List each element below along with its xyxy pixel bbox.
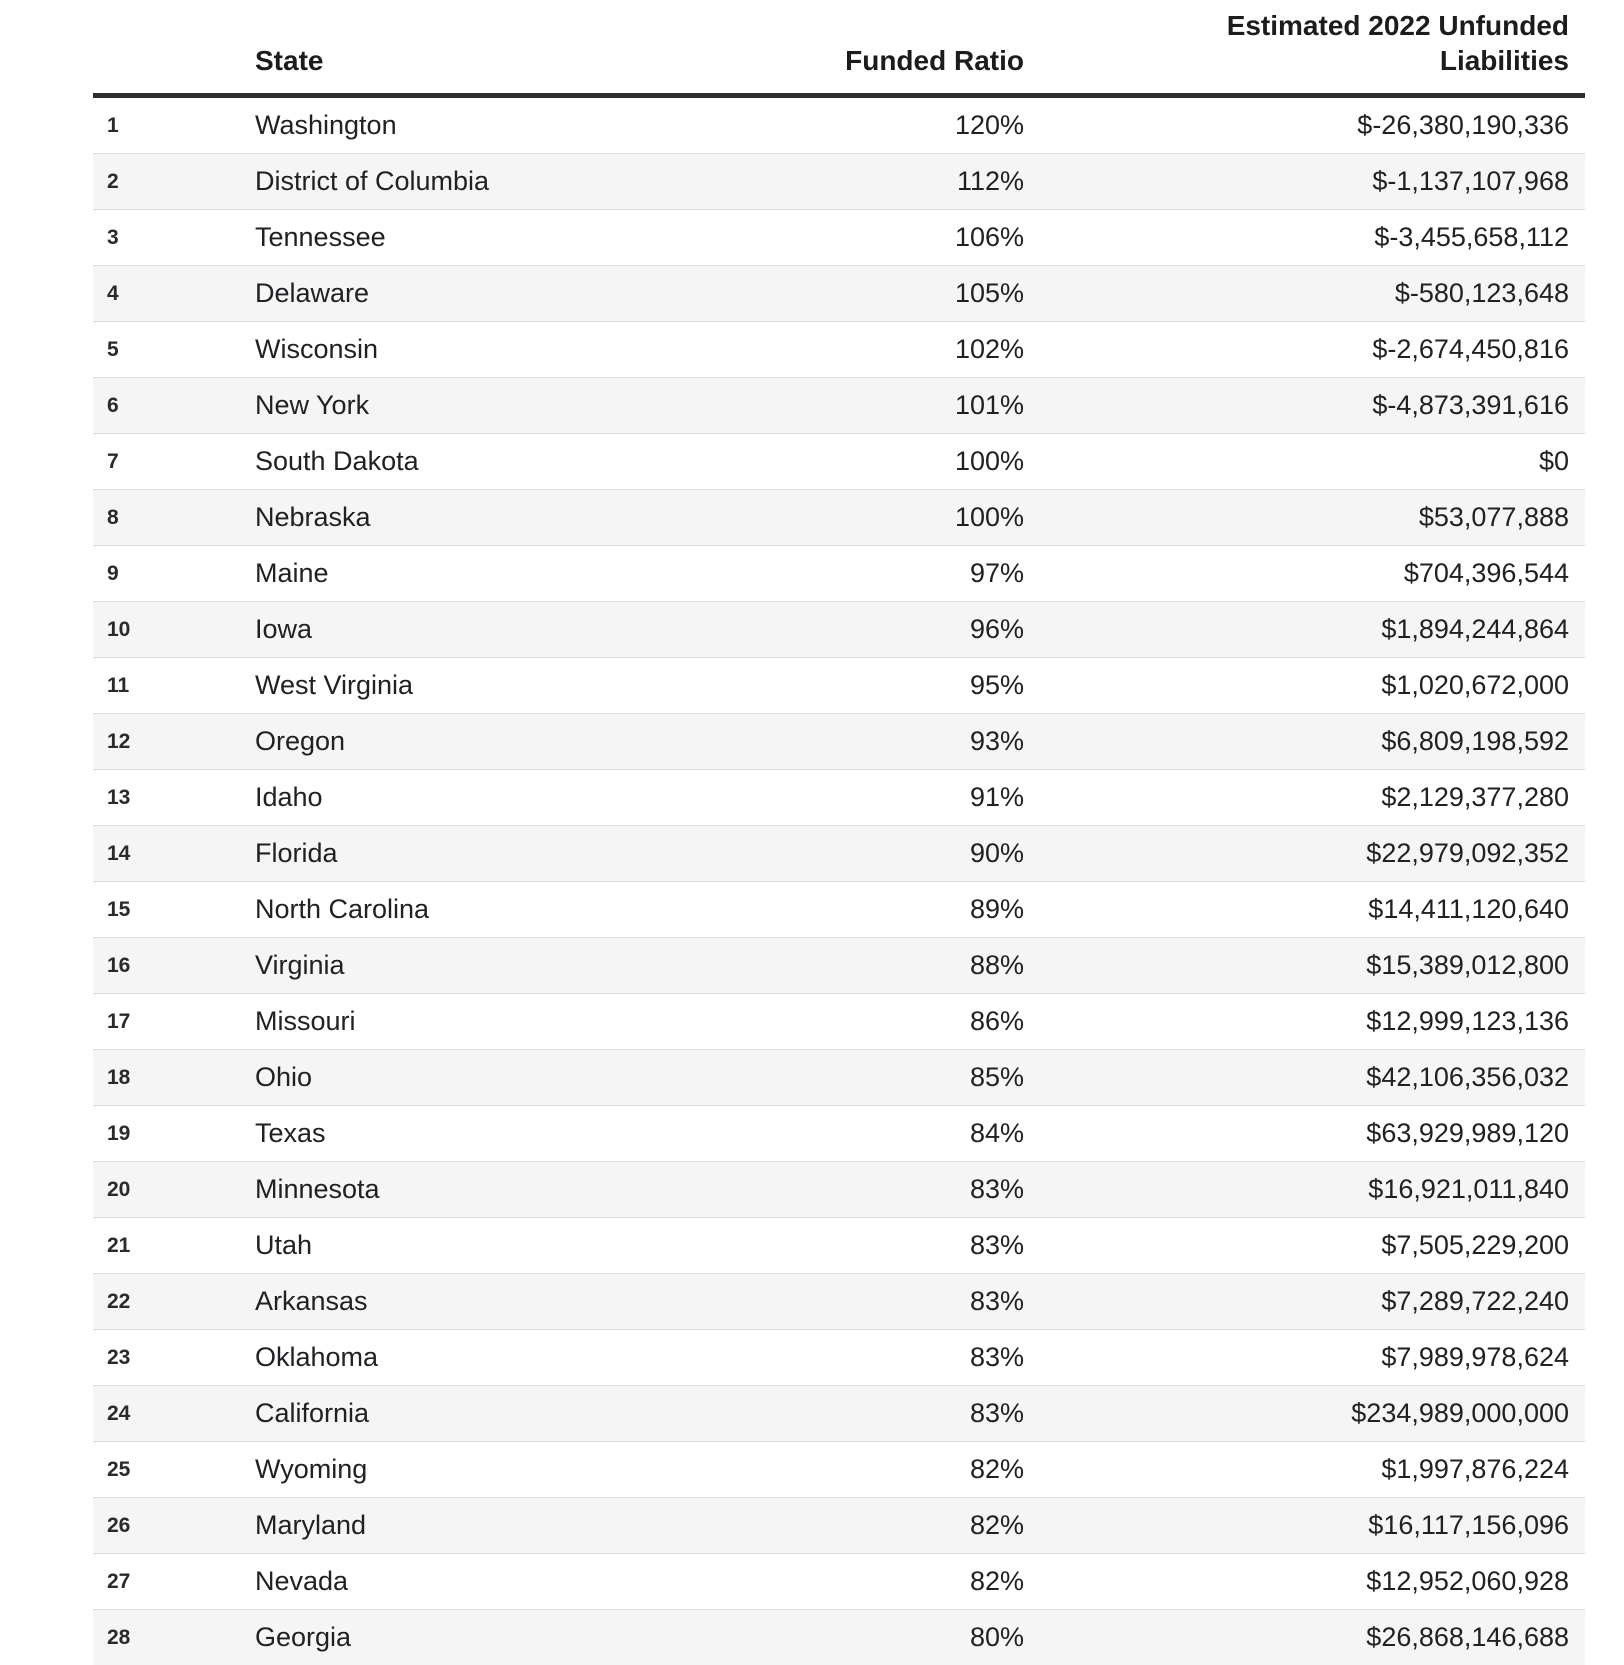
state-cell: District of Columbia (255, 154, 717, 210)
liabilities-cell: $12,999,123,136 (1024, 994, 1585, 1050)
liabilities-cell: $-3,455,658,112 (1024, 210, 1585, 266)
funded-ratio-cell: 100% (717, 490, 1024, 546)
state-cell: Oklahoma (255, 1330, 717, 1386)
table-row (93, 1162, 1585, 1218)
funded-ratio-cell: 106% (717, 210, 1024, 266)
rank-cell: 7 (93, 434, 255, 490)
table-row (93, 1386, 1585, 1442)
funded-ratio-cell: 96% (717, 602, 1024, 658)
state-cell: New York (255, 378, 717, 434)
state-cell: Utah (255, 1218, 717, 1274)
rank-cell: 26 (93, 1498, 255, 1554)
table-row (93, 378, 1585, 434)
column-header-funded-ratio: Funded Ratio (717, 0, 1024, 96)
rank-cell: 27 (93, 1554, 255, 1610)
table-row (93, 882, 1585, 938)
state-cell: Georgia (255, 1610, 717, 1665)
state-cell: North Carolina (255, 882, 717, 938)
funded-ratio-cell: 85% (717, 1050, 1024, 1106)
state-cell: Minnesota (255, 1162, 717, 1218)
rank-cell: 14 (93, 826, 255, 882)
liabilities-cell: $7,289,722,240 (1024, 1274, 1585, 1330)
funded-ratio-cell: 101% (717, 378, 1024, 434)
state-cell: Ohio (255, 1050, 717, 1106)
column-header-rank (93, 0, 255, 96)
state-cell: Tennessee (255, 210, 717, 266)
funded-ratio-cell: 105% (717, 266, 1024, 322)
rank-cell: 12 (93, 714, 255, 770)
rank-cell: 6 (93, 378, 255, 434)
rank-cell: 24 (93, 1386, 255, 1442)
funded-ratio-cell: 82% (717, 1442, 1024, 1498)
funded-ratio-cell: 83% (717, 1274, 1024, 1330)
liabilities-cell: $6,809,198,592 (1024, 714, 1585, 770)
rank-cell: 4 (93, 266, 255, 322)
liabilities-cell: $1,020,672,000 (1024, 658, 1585, 714)
liabilities-cell: $1,894,244,864 (1024, 602, 1585, 658)
liabilities-cell: $22,979,092,352 (1024, 826, 1585, 882)
funded-ratio-cell: 82% (717, 1498, 1024, 1554)
funded-ratio-cell: 83% (717, 1162, 1024, 1218)
table-row (93, 770, 1585, 826)
rank-cell: 22 (93, 1274, 255, 1330)
table-row (93, 1106, 1585, 1162)
state-cell: Nebraska (255, 490, 717, 546)
state-cell: Oregon (255, 714, 717, 770)
table-body (93, 96, 1585, 1665)
table-row (93, 322, 1585, 378)
state-cell: Washington (255, 96, 717, 154)
liabilities-cell: $42,106,356,032 (1024, 1050, 1585, 1106)
funded-ratio-cell: 95% (717, 658, 1024, 714)
table-row (93, 1274, 1585, 1330)
table-row (93, 266, 1585, 322)
table-row (93, 1498, 1585, 1554)
liabilities-cell: $0 (1024, 434, 1585, 490)
rank-cell: 20 (93, 1162, 255, 1218)
rank-cell: 9 (93, 546, 255, 602)
pension-funding-table (93, 0, 1585, 1665)
liabilities-cell: $-1,137,107,968 (1024, 154, 1585, 210)
table-row (93, 434, 1585, 490)
funded-ratio-cell: 83% (717, 1218, 1024, 1274)
state-cell: Wisconsin (255, 322, 717, 378)
state-cell: Maryland (255, 1498, 717, 1554)
liabilities-cell: $-4,873,391,616 (1024, 378, 1585, 434)
table-row (93, 154, 1585, 210)
state-cell: Idaho (255, 770, 717, 826)
liabilities-cell: $1,997,876,224 (1024, 1442, 1585, 1498)
state-cell: West Virginia (255, 658, 717, 714)
liabilities-cell: $7,505,229,200 (1024, 1218, 1585, 1274)
rank-cell: 16 (93, 938, 255, 994)
funded-ratio-cell: 83% (717, 1330, 1024, 1386)
table-row (93, 658, 1585, 714)
table-row (93, 546, 1585, 602)
funded-ratio-cell: 93% (717, 714, 1024, 770)
liabilities-cell: $16,921,011,840 (1024, 1162, 1585, 1218)
table-header (93, 0, 1585, 96)
liabilities-cell: $704,396,544 (1024, 546, 1585, 602)
liabilities-cell: $-26,380,190,336 (1024, 96, 1585, 154)
rank-cell: 17 (93, 994, 255, 1050)
column-header-liabilities-label: Estimated 2022 Unfunded Liabilities (1159, 8, 1569, 78)
funded-ratio-cell: 90% (717, 826, 1024, 882)
table-row (93, 714, 1585, 770)
liabilities-cell: $-2,674,450,816 (1024, 322, 1585, 378)
rank-cell: 3 (93, 210, 255, 266)
table-row (93, 1610, 1585, 1665)
rank-cell: 10 (93, 602, 255, 658)
liabilities-cell: $26,868,146,688 (1024, 1610, 1585, 1665)
rank-cell: 28 (93, 1610, 255, 1665)
rank-cell: 25 (93, 1442, 255, 1498)
funded-ratio-cell: 102% (717, 322, 1024, 378)
rank-cell: 15 (93, 882, 255, 938)
table-row (93, 826, 1585, 882)
liabilities-cell: $234,989,000,000 (1024, 1386, 1585, 1442)
funded-ratio-cell: 100% (717, 434, 1024, 490)
funded-ratio-cell: 86% (717, 994, 1024, 1050)
liabilities-cell: $-580,123,648 (1024, 266, 1585, 322)
table-row (93, 938, 1585, 994)
table-row (93, 210, 1585, 266)
liabilities-cell: $16,117,156,096 (1024, 1498, 1585, 1554)
state-cell: Texas (255, 1106, 717, 1162)
state-cell: Wyoming (255, 1442, 717, 1498)
table-row (93, 994, 1585, 1050)
liabilities-cell: $15,389,012,800 (1024, 938, 1585, 994)
rank-cell: 13 (93, 770, 255, 826)
funded-ratio-cell: 89% (717, 882, 1024, 938)
rank-cell: 2 (93, 154, 255, 210)
state-cell: California (255, 1386, 717, 1442)
state-cell: Virginia (255, 938, 717, 994)
funded-ratio-cell: 80% (717, 1610, 1024, 1665)
rank-cell: 18 (93, 1050, 255, 1106)
table-row (93, 96, 1585, 154)
liabilities-cell: $53,077,888 (1024, 490, 1585, 546)
liabilities-cell: $14,411,120,640 (1024, 882, 1585, 938)
liabilities-cell: $2,129,377,280 (1024, 770, 1585, 826)
state-cell: Arkansas (255, 1274, 717, 1330)
table-row (93, 1554, 1585, 1610)
funded-ratio-cell: 120% (717, 96, 1024, 154)
liabilities-cell: $7,989,978,624 (1024, 1330, 1585, 1386)
table-row (93, 1218, 1585, 1274)
funded-ratio-cell: 84% (717, 1106, 1024, 1162)
table-row (93, 1442, 1585, 1498)
funded-ratio-cell: 97% (717, 546, 1024, 602)
state-cell: Nevada (255, 1554, 717, 1610)
rank-cell: 1 (93, 96, 255, 154)
rank-cell: 21 (93, 1218, 255, 1274)
state-cell: Florida (255, 826, 717, 882)
column-header-liabilities (1024, 0, 1585, 96)
rank-cell: 8 (93, 490, 255, 546)
funded-ratio-cell: 82% (717, 1554, 1024, 1610)
funded-ratio-cell: 91% (717, 770, 1024, 826)
table-row (93, 490, 1585, 546)
table-row (93, 1050, 1585, 1106)
state-cell: Iowa (255, 602, 717, 658)
table-row (93, 1330, 1585, 1386)
header-row (93, 0, 1585, 96)
liabilities-cell: $12,952,060,928 (1024, 1554, 1585, 1610)
funded-ratio-cell: 112% (717, 154, 1024, 210)
rank-cell: 19 (93, 1106, 255, 1162)
funded-ratio-cell: 83% (717, 1386, 1024, 1442)
funded-ratio-cell: 88% (717, 938, 1024, 994)
state-cell: Delaware (255, 266, 717, 322)
rank-cell: 11 (93, 658, 255, 714)
column-header-state: State (255, 0, 717, 96)
state-cell: Maine (255, 546, 717, 602)
pension-funding-table-container (93, 0, 1569, 1665)
state-cell: South Dakota (255, 434, 717, 490)
state-cell: Missouri (255, 994, 717, 1050)
rank-cell: 5 (93, 322, 255, 378)
rank-cell: 23 (93, 1330, 255, 1386)
table-row (93, 602, 1585, 658)
liabilities-cell: $63,929,989,120 (1024, 1106, 1585, 1162)
